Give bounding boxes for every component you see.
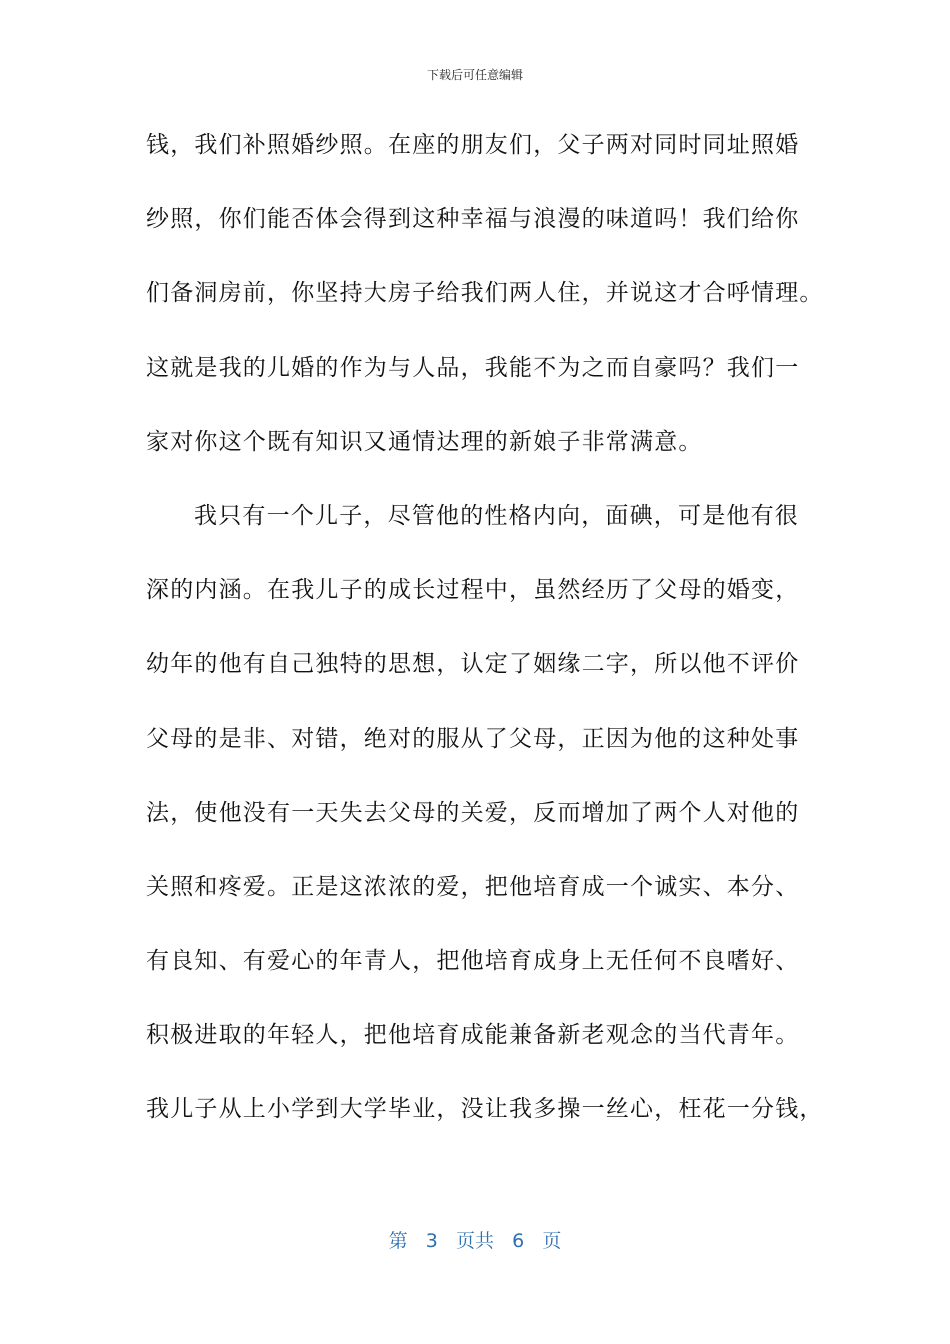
footer-suffix: 页	[542, 1230, 562, 1252]
document-body	[146, 125, 824, 1164]
text-line: 深的内涵。在我儿子的成长过程中，虽然经历了父母的婚变，	[146, 577, 800, 604]
text-line: 父母的是非、对错，绝对的服从了父母，正因为他的这种处事	[146, 725, 800, 752]
footer-middle: 页共	[455, 1230, 494, 1252]
current-page-number: 3	[425, 1230, 438, 1252]
text-line: 幼年的他有自己独特的思想，认定了姻缘二字，所以他不评价	[146, 651, 800, 678]
text-line: 家对你这个既有知识又通情达理的新娘子非常满意。	[146, 428, 703, 455]
page-footer	[0, 1226, 950, 1253]
page-header-note: 下载后可任意编辑	[426, 68, 523, 82]
total-pages-number: 6	[512, 1230, 525, 1252]
text-line: 积极进取的年轻人，把他培育成能兼备新老观念的当代青年。	[146, 1022, 800, 1049]
text-line: 关照和疼爱。正是这浓浓的爱，把他培育成一个诚实、本分、	[146, 873, 800, 900]
footer-prefix: 第	[388, 1230, 408, 1252]
paragraph-first-line: 我只有一个儿子，尽管他的性格内向，面碘，可是他有很	[194, 502, 799, 529]
text-line: 钱，我们补照婚纱照。在座的朋友们，父子两对同时同址照婚	[146, 132, 800, 158]
text-line: 这就是我的儿婚的作为与人品，我能不为之而自豪吗？我们一	[146, 354, 800, 381]
text-line: 有良知、有爱心的年青人，把他培育成身上无任何不良嗜好、	[146, 948, 800, 975]
text-line: 纱照，你们能否体会得到这种幸福与浪漫的味道吗！我们给你	[146, 206, 800, 233]
text-line: 我儿子从上小学到大学毕业，没让我多操一丝心，枉花一分钱，	[146, 1096, 824, 1123]
text-line: 法，使他没有一天失去父母的关爱，反而增加了两个人对他的	[146, 799, 800, 826]
text-line: 们备洞房前，你坚持大房子给我们两人住，并说这才合呼情理。	[146, 280, 824, 307]
